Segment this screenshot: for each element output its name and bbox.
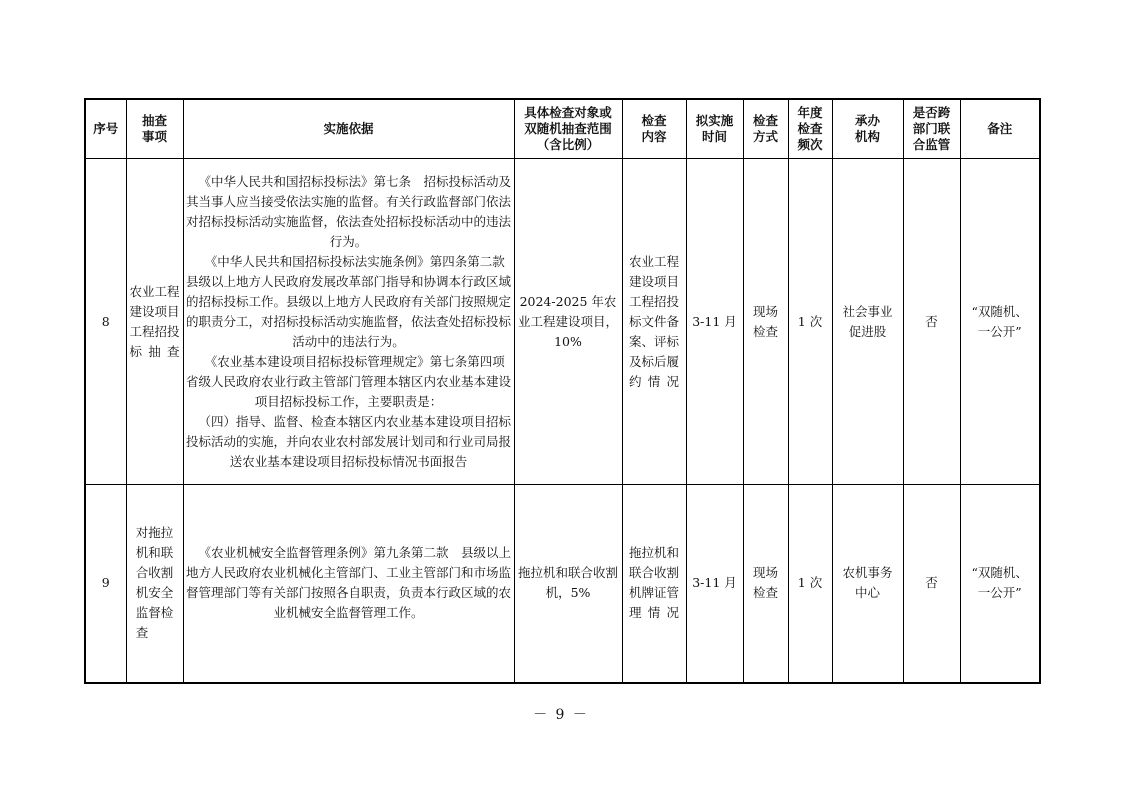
cell-content: 农业工程建设项目工程招投标文件备案、评标及标后履约情况 [622, 159, 686, 485]
cell-method: 现场检查 [743, 159, 788, 485]
cell-freq: 1 次 [788, 485, 832, 683]
basis-paragraph: 《中华人民共和国招标投标法实施条例》第四条第二款 县级以上地方人民政府发展改革部门指导和协调本行政区域的招标投标工作。县级以上地方人民政府有关部门按照规定的职责分工，对招标投标活动实施监督，依法查处招标投标活动中的违法行为。 [185, 253, 518, 349]
cell-seq: 9 [85, 485, 126, 683]
cell-org: 农机事务中心 [832, 485, 903, 683]
cell-basis [183, 485, 514, 683]
cell-org: 社会事业促进股 [832, 159, 903, 485]
cell-basis [183, 159, 518, 485]
cell-scope: 2024-2025 年农业工程建设项目，10% [514, 159, 622, 485]
header-seq: 序号 [85, 99, 126, 159]
cell-joint: 否 [903, 159, 960, 485]
cell-remark: “双随机、一公开” [960, 159, 1040, 485]
header-content: 检查 内容 [622, 99, 686, 159]
cell-remark: “双随机、一公开” [960, 485, 1040, 683]
page-number: － 9 － [533, 707, 589, 723]
cell-method: 现场检查 [743, 485, 788, 683]
cell-content: 拖拉机和联合收割机牌证管理情况 [622, 485, 686, 683]
header-freq: 年度 检查 频次 [788, 99, 832, 159]
header-scope: 具体检查对象或 双随机抽查范围 （含比例） [514, 99, 622, 159]
cell-joint: 否 [903, 485, 960, 683]
table-row [85, 159, 1040, 485]
basis-paragraph: 《中华人民共和国招标投标法》第七条 招标投标活动及其当事人应当接受依法实施的监督。有关行政监督部门依法对招标投标活动实施监督，依法查处招标投标活动中的违法行为。 [185, 173, 511, 249]
cell-scope: 拖拉机和联合收割机，5% [514, 485, 622, 683]
header-joint: 是否跨 部门联 合监管 [903, 99, 960, 159]
header-org: 承办 机构 [832, 99, 903, 159]
header-time: 拟实施 时间 [686, 99, 743, 159]
basis-paragraph: （四）指导、监督、检查本辖区内农业基本建设项目招标投标活动的实施，并向农业农村部发展计划司和行业司局报送农业基本建设项目招标投标情况书面报告 [185, 413, 511, 469]
cell-freq: 1 次 [788, 159, 832, 485]
cell-time: 3-11 月 [686, 485, 743, 683]
cell-item: 对拖拉机和联合收割机安全监督检查 [126, 485, 183, 683]
header-row [85, 99, 1040, 159]
cell-item: 农业工程建设项目工程招投标抽查 [126, 159, 183, 485]
basis-paragraph: 《农业基本建设项目招标投标管理规定》第七条第四项 省级人民政府农业行政主管部门管理本辖区内农业基本建设项目招标投标工作，主要职责是： [185, 353, 518, 409]
table-row [85, 485, 1040, 683]
basis-paragraph: 《农业机械安全监督管理条例》第九条第二款 县级以上地方人民政府农业机械化主管部门、工业主管部门和市场监督管理部门等有关部门按照各自职责，负责本行政区域的农业机械安全监督管理工作。 [185, 545, 511, 621]
cell-seq: 8 [85, 159, 126, 485]
header-item: 抽查 事项 [126, 99, 183, 159]
cell-time: 3-11 月 [686, 159, 743, 485]
header-remark: 备注 [960, 99, 1040, 159]
inspection-table [84, 98, 1041, 684]
header-basis: 实施依据 [183, 99, 514, 159]
header-method: 检查 方式 [743, 99, 788, 159]
